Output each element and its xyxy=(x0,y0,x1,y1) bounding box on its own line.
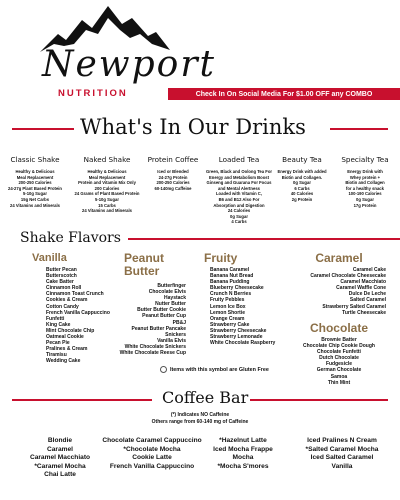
drink-desc-line: 60-140mg Caffeine xyxy=(154,185,192,191)
flavor-item: Banana Pudding xyxy=(210,279,250,286)
drink-desc-line: Ginseng and Guarana For Focus xyxy=(206,180,272,186)
flavor-item: Snickers xyxy=(165,331,186,338)
drink-column xyxy=(74,155,140,214)
drink-desc-line: 5-10g Sugar xyxy=(23,191,47,197)
drink-desc-line: Green, Black and Oolong Tea For xyxy=(206,169,273,174)
drink-description xyxy=(140,169,206,191)
coffee-item: *Caramel Mocha xyxy=(34,462,86,470)
coffee-divider-left xyxy=(12,399,152,401)
flavor-item: Strawberry Cake xyxy=(210,321,250,328)
flavor-item: King Cake xyxy=(46,321,71,328)
flavor-item: Cinnamon Toast Crunch xyxy=(46,291,104,298)
coffee-item: Blondie xyxy=(47,437,73,444)
flavor-item: White Chocolate Raspberry xyxy=(210,340,276,347)
drink-desc-line: 24 Vitamins and Minerals xyxy=(10,202,60,208)
drink-column xyxy=(140,155,206,191)
flavor-item: Strawberry Cheesecake xyxy=(210,327,267,334)
flavor-group-caramel xyxy=(292,252,386,316)
drink-desc-line: and Mental Alertness xyxy=(218,185,260,191)
flavor-list-fruity xyxy=(204,267,275,346)
drink-desc-line: for a healthy snack xyxy=(346,185,384,191)
flavor-item: Lemon Shortie xyxy=(210,309,246,316)
drink-heading: Specialty Tea xyxy=(341,155,389,164)
flavor-item: Cotton Candy xyxy=(46,303,79,310)
coffee-item: Iced Pralines N Cream xyxy=(307,437,377,444)
brand-subtitle: NUTRITION xyxy=(58,88,128,99)
flavor-group-chocolate xyxy=(292,322,386,386)
coffee-column xyxy=(10,437,110,480)
drink-column xyxy=(332,155,398,208)
flavor-item: Caramel Waffle Cone xyxy=(336,285,386,292)
coffee-column xyxy=(290,437,394,471)
flavor-item: Chocolate Funfetti xyxy=(317,349,361,356)
flavor-item: Blueberry Cheesecake xyxy=(210,285,264,292)
drink-heading: Protein Coffee xyxy=(147,155,199,164)
drink-desc-line: 15g Net Carbs xyxy=(20,196,50,202)
drink-desc-line: Biotin and Collagen xyxy=(345,180,385,186)
flavor-group-vanilla xyxy=(32,252,110,365)
drink-description xyxy=(272,169,332,203)
flavor-item: Haystack xyxy=(164,295,186,302)
coffee-item: French Vanilla Cappuccino xyxy=(109,462,195,470)
flavor-heading-fruity: Fruity xyxy=(204,251,238,265)
drink-desc-line: 0g Sugar xyxy=(230,213,248,219)
drink-desc-line: Meal Replacement xyxy=(16,174,54,180)
drink-desc-line: 0g Sugar xyxy=(293,180,311,186)
coffee-note-line-1: (*) Indicates NO Caffeine xyxy=(170,412,230,418)
flavor-list-vanilla xyxy=(32,267,110,365)
flavor-item: Butterscotch xyxy=(46,273,77,280)
flavors-section-header xyxy=(0,228,400,252)
drink-heading: Naked Shake xyxy=(83,155,131,164)
flavor-item: Thin Mint xyxy=(327,379,351,386)
drink-desc-line: 5-10g Sugar xyxy=(95,196,119,202)
coffee-divider-right xyxy=(250,399,388,401)
flavor-item: Mint Chocolate Chip xyxy=(46,327,95,334)
flavor-item: Nutter Butter xyxy=(155,301,186,308)
drink-desc-line: Energy and Metabolism Boost xyxy=(208,174,270,180)
coffee-item: *Mocha S'mores xyxy=(217,462,269,470)
header xyxy=(0,0,400,110)
coffee-item: Iced Salted Caramel xyxy=(310,454,374,462)
flavor-heading-chocolate: Chocolate xyxy=(309,321,368,335)
flavor-item: Funfetti xyxy=(46,315,65,322)
drink-desc-line: Absorption and Digestion xyxy=(213,202,265,208)
drink-desc-line: Loaded with Vitamin C, xyxy=(216,191,262,197)
flavor-item: Strawberry Lemonade xyxy=(210,334,263,341)
coffee-item: Cookie Latte xyxy=(132,454,172,462)
flavor-item: Chocolate Chip Cookie Dough xyxy=(303,343,375,350)
drink-desc-line: 2g Protein xyxy=(291,196,313,202)
drink-desc-line: Healthy & Delicious xyxy=(87,169,127,174)
drink-desc-line: Iced or Blended xyxy=(157,169,189,174)
coffee-item: *Chocolate Mocha xyxy=(123,445,181,453)
flavor-item: Vanilla Elvis xyxy=(157,337,186,344)
flavor-heading-vanilla: Vanilla xyxy=(32,252,67,264)
flavor-heading-peanut-butter: Peanut Butter xyxy=(124,251,165,278)
drink-desc-line: 40 Calories xyxy=(290,191,314,197)
flavor-list-peanut-butter xyxy=(114,283,186,356)
coffee-section-header xyxy=(0,388,400,412)
coffee-item: Chocolate Caramel Cappuccino xyxy=(102,437,202,444)
flavors-title: Shake Flavors xyxy=(20,230,121,246)
flavor-item: Crunch N Berries xyxy=(210,291,252,298)
flavor-item: Dulce De Leche xyxy=(348,291,386,298)
drink-description xyxy=(206,169,272,225)
flavor-item: Cookies & Cream xyxy=(46,297,88,304)
flavor-heading-caramel: Caramel xyxy=(315,251,363,265)
flavor-item: Caramel Cake xyxy=(352,267,386,273)
drink-column xyxy=(2,155,68,208)
flavor-item: Butter Butter Cookie xyxy=(137,307,186,314)
flavor-item: Strawberry Salted Caramel xyxy=(322,303,386,310)
flavor-item: Butterfinger xyxy=(157,283,186,289)
flavor-item: Fudgesicle xyxy=(325,361,353,368)
flavor-item: White Chocolate Snickers xyxy=(124,343,186,350)
flavor-item: Tiramisu xyxy=(46,352,67,359)
flavor-item: Pecan Pie xyxy=(46,340,70,347)
drink-heading: Classic Shake xyxy=(10,155,60,164)
flavor-item: Caramel Chocolate Cheesecake xyxy=(310,273,386,280)
flavor-item: Cinnamon Roll xyxy=(46,285,82,292)
coffee-item: Vanilla xyxy=(331,462,353,470)
drink-desc-line: 24 Grams of Plant Based Protein xyxy=(74,191,140,197)
drink-heading: Loaded Tea xyxy=(218,155,260,164)
flavor-item: Lemon Ice Box xyxy=(210,303,246,310)
drink-desc-line: 24 Calories xyxy=(227,208,251,214)
flavor-group-peanut-butter xyxy=(114,252,186,356)
flavor-group-fruity xyxy=(204,252,275,346)
flavor-item: Turtle Cheesecake xyxy=(342,309,386,316)
drink-desc-line: Energy Drink with xyxy=(347,169,383,174)
coffee-title: Coffee Bar xyxy=(162,388,249,407)
drink-heading: Beauty Tea xyxy=(282,155,322,164)
drink-desc-line: 24-27g Protein xyxy=(158,174,188,180)
drink-desc-line: 24-27g Plant Based Protein xyxy=(8,185,62,191)
coffee-item: Iced Mocha Frappe xyxy=(213,445,273,453)
drinks-title: What's In Our Drinks xyxy=(80,115,306,139)
coffee-item: Chai Latte xyxy=(44,471,76,479)
gluten-free-note xyxy=(160,366,269,373)
flavor-item: Dutch Chocolate xyxy=(319,355,359,362)
drink-desc-line: 24 Vitamins and Minerals xyxy=(82,208,132,214)
gluten-free-text: Items with this symbol are Gluten Free xyxy=(170,366,269,373)
drink-desc-line: Healthy & Delicious xyxy=(15,169,55,174)
flavor-item: Fruity Pebbles xyxy=(210,297,245,304)
drink-desc-line: Biotin and Collagen. xyxy=(281,174,323,180)
flavor-item: Orange Cream xyxy=(210,315,245,322)
promo-banner: Check In On Social Media For $1.00 OFF any COMBO xyxy=(168,88,400,100)
flavor-list-caramel xyxy=(292,267,386,316)
drink-desc-line: Meal Replacement xyxy=(88,174,126,180)
divider-left xyxy=(12,128,74,130)
drink-desc-line: 4 Carbs xyxy=(231,219,247,225)
drink-description xyxy=(2,169,68,208)
drink-desc-line: 6 Carbs xyxy=(294,185,310,191)
drink-desc-line: 200-250 Calories xyxy=(156,180,190,186)
flavor-item: Oatmeal Cookie xyxy=(46,334,84,341)
coffee-item: *Salted Caramel Mocha xyxy=(305,445,379,453)
coffee-note xyxy=(0,412,400,425)
flavor-item: PB&J xyxy=(172,319,186,326)
flavor-item: French Vanilla Cappuccino xyxy=(46,309,110,316)
flavor-item: White Chocolate Reese Cup xyxy=(119,350,186,357)
coffee-item: Caramel xyxy=(46,445,74,453)
drink-desc-line: 100-190 Calories xyxy=(348,191,382,197)
coffee-note-line-2: Others range from 60-140 mg of Caffeine xyxy=(151,418,249,425)
divider-right xyxy=(330,128,388,130)
drink-desc-line: 200 Calories xyxy=(94,185,120,191)
flavor-item: Peanut Butter Cup xyxy=(142,313,186,320)
flavor-item: Banana Caramel xyxy=(210,267,250,273)
flavor-item: Caramel Macchiato xyxy=(340,279,386,286)
drink-column xyxy=(272,155,332,203)
coffee-item: *Hazelnut Latte xyxy=(219,437,267,444)
flavor-list-chocolate xyxy=(292,337,386,386)
drink-desc-line: 15 Carbs xyxy=(98,202,116,208)
drink-desc-line: Whey protein + xyxy=(349,174,381,180)
flavor-item: Pralines & Cream xyxy=(46,346,88,353)
drink-desc-line: Energy Drink with added xyxy=(277,169,327,174)
flavor-item: Chocolate Elvis xyxy=(148,289,186,296)
drink-desc-line: Protein and Vitamin Mix Only xyxy=(78,180,136,186)
flavor-item: Butter Pecan xyxy=(46,267,77,273)
drinks-section-header xyxy=(0,115,400,139)
drink-desc-line: 0g Sugar xyxy=(356,196,374,202)
drink-desc-line: 17g Protein xyxy=(353,202,377,208)
drink-column xyxy=(206,155,272,225)
flavor-item: Cake Batter xyxy=(46,279,74,286)
drink-description xyxy=(74,169,140,214)
flavor-item: Brownie Batter xyxy=(321,337,357,343)
coffee-column xyxy=(200,437,286,471)
drink-desc-line: B6 and B12 Also For xyxy=(218,196,260,202)
flavors-divider xyxy=(128,238,400,240)
flavor-item: German Chocolate xyxy=(316,367,362,374)
flavor-item: Peanut Butter Pancake xyxy=(131,325,186,332)
flavor-item: Wedding Cake xyxy=(46,358,81,365)
coffee-item: Caramel Macchiato xyxy=(29,454,91,462)
flavor-item: Banana Nut Bread xyxy=(210,273,254,280)
brand-name: Newport xyxy=(42,44,217,85)
gluten-free-icon xyxy=(160,366,167,373)
coffee-item: Mocha xyxy=(232,454,254,462)
drink-description xyxy=(332,169,398,208)
drink-desc-line: 200-250 Calories xyxy=(18,180,52,186)
coffee-column xyxy=(98,437,206,471)
flavor-item: Samoa xyxy=(330,373,348,380)
flavor-item: Salted Caramel xyxy=(349,297,386,304)
